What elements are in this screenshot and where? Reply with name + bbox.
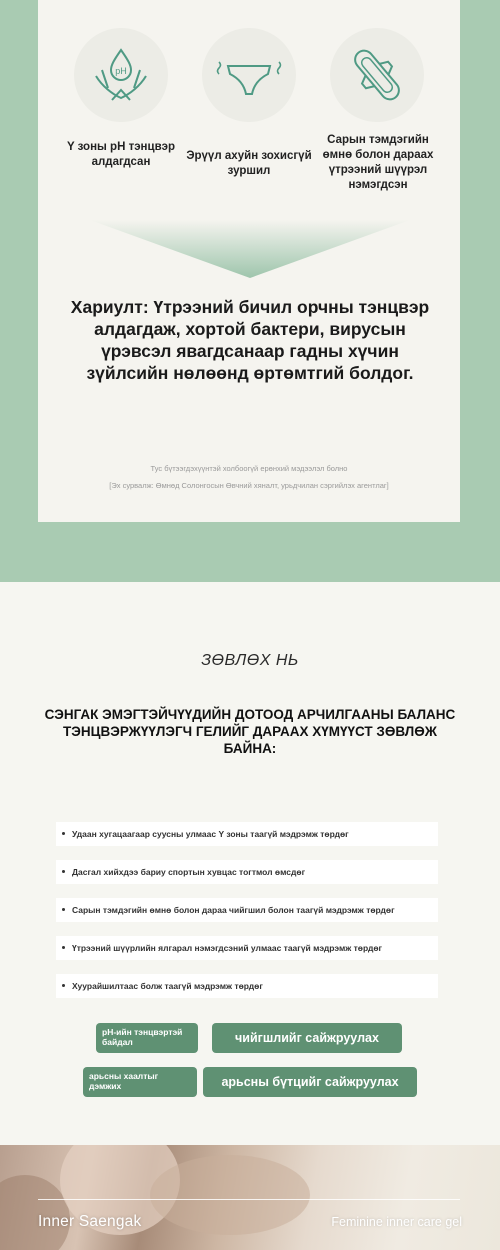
product-slogan: Feminine inner care gel xyxy=(331,1215,462,1229)
recommendation-headline: СЭНГАК ЭМЭГТЭЙЧҮҮДИЙН ДОТООД АРЧИЛГААНЫ БАЛАНС ТЭНЦВЭРЖҮҮЛЭГЧ ГЕЛИЙГ ДАРААХ ХҮМҮҮСТ ЗӨВЛӨЖ БАЙНА: xyxy=(44,707,456,756)
tip-text: Дасгал хийхдээ бариу спортын хувцас тогтмол өмсдөг xyxy=(72,867,306,877)
list-item xyxy=(56,822,438,846)
bullet-icon xyxy=(62,832,65,835)
cause-label: Y зоны pH тэнцвэр алдагдсан xyxy=(66,141,176,168)
bullet-icon xyxy=(62,908,65,911)
ph-balance-tag: pH-ийн тэнцвэртэй байдал xyxy=(96,1023,198,1053)
divider xyxy=(38,1199,460,1200)
list-item xyxy=(56,898,438,922)
underwear-icon xyxy=(202,28,296,122)
bullet-icon xyxy=(62,946,65,949)
brand-name: Inner Saengak xyxy=(38,1213,142,1230)
tip-text: Удаан хугацаагаар суусны улмаас Y зоны таагүй мэдрэмж төрдөг xyxy=(72,829,349,839)
cause-label: Эрүүл ахуйн зохисгүй зуршил xyxy=(186,150,312,177)
source-note: Тус бүтээгдэхүүнтэй холбоогүй ерөнхий мэдээлэл болно xyxy=(150,464,348,473)
ph-balance-icon xyxy=(74,28,168,122)
answer-text: Хариулт: Үтрээний бичил орчны тэнцвэр алдагдаж, хортой бактери, вирусын үрэвсэл явагдсанаар гадны хүчин зүйлсийн нөлөөнд өртөмтгий болдог. xyxy=(70,297,430,383)
funnel-arrow xyxy=(90,220,410,280)
skin-barrier-tag: арьсны хаалтыг дэмжих xyxy=(83,1067,197,1097)
skin-structure-tag: арьсны бүтцийг сайжруулах xyxy=(203,1067,417,1097)
bullet-icon xyxy=(62,870,65,873)
cause-label: Сарын тэмдэгийн өмнө болон дараах үтрээний шүүрэл нэмэгдсэн xyxy=(322,134,434,191)
ph-icon-text: pH xyxy=(115,66,127,76)
list-item xyxy=(56,936,438,960)
tip-text: Үтрээний шүүрлийн ялгарал нэмэгдсэний улмаас таагүй мэдрэмж төрдөг xyxy=(72,943,383,953)
sanitary-pad-icon xyxy=(330,28,424,122)
list-item xyxy=(56,860,438,884)
tip-text: Хуурайшилтаас болж таагүй мэдрэмж төрдөг xyxy=(72,981,263,991)
advice-section-title: ЗӨВЛӨХ НЬ xyxy=(201,652,299,669)
source-citation: [Эх сурвалж: Өмнөд Солонгосын Өвчний хяналт, урьдчилан сэргийлэх агентлаг] xyxy=(109,481,389,490)
tip-text: Сарын тэмдэгийн өмнө болон дараа чийгшил болон таагүй мэдрэмж төрдөг xyxy=(72,905,395,915)
list-item xyxy=(56,974,438,998)
bullet-icon xyxy=(62,984,65,987)
hands-photo-banner xyxy=(0,1145,500,1250)
moisture-tag: чийгшлийг сайжруулах xyxy=(212,1023,402,1053)
